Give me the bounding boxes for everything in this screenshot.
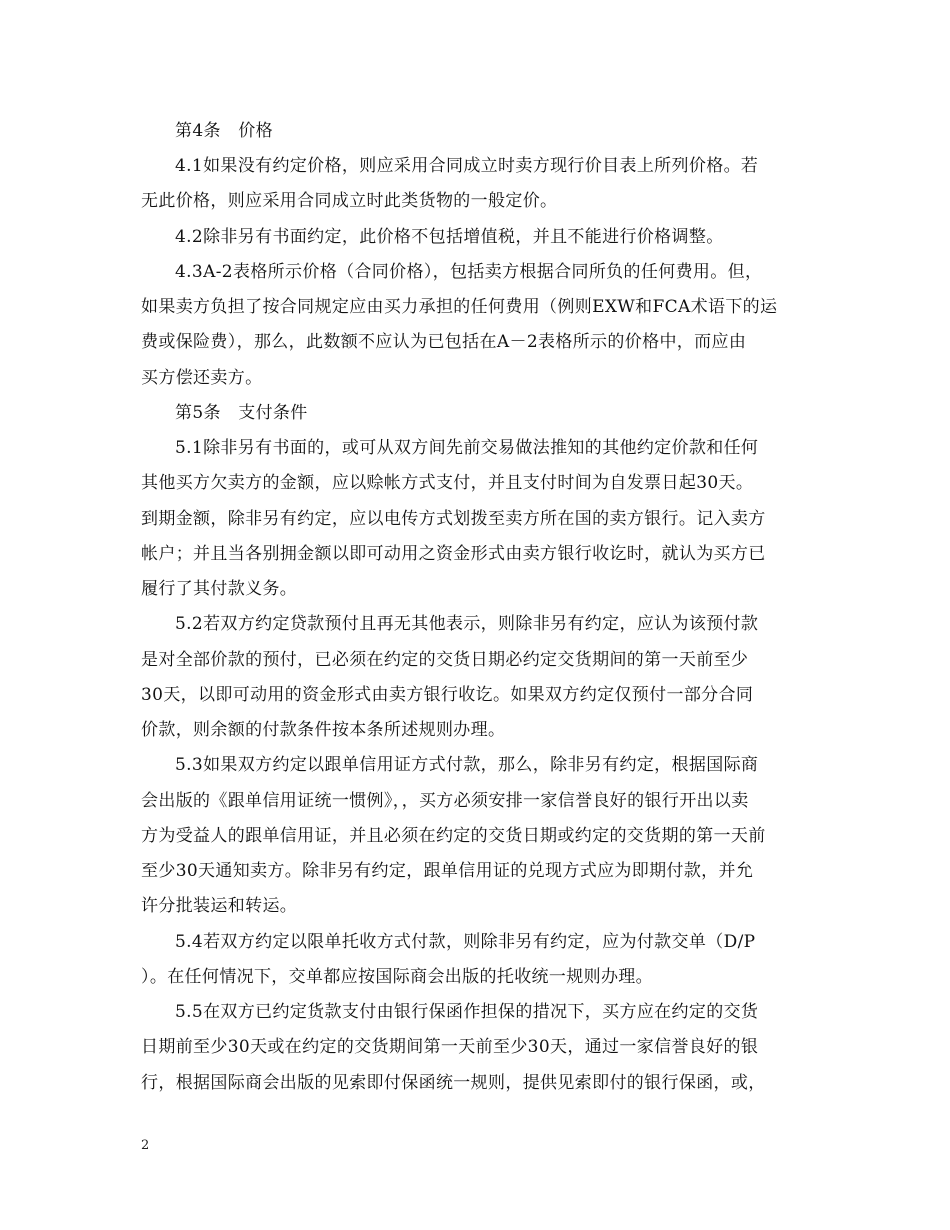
text-line: 5.5在双方已约定货款支付由银行保函作担保的措况下，买方应在约定的交货 <box>175 1002 759 1022</box>
page-number: 2 <box>141 1138 150 1153</box>
text-line: 费或保险费），那么，此数额不应认为已包括在A－2表格所示的价格中，而应由 <box>141 332 747 352</box>
text-line: 4.2除非另有书面约定，此价格不包括增值税，并且不能进行价格调整。 <box>175 227 724 247</box>
text-line: 价款，则余额的付款条件按本条所述规则办理。 <box>141 720 506 740</box>
text-line: 无此价格，则应采用合同成立时此类货物的一般定价。 <box>141 191 558 211</box>
text-line: 履行了其付款义务。 <box>141 579 298 599</box>
text-line: 到期金额，除非另有约定，应以电传方式划拨至卖方所在国的卖方银行。记入卖方 <box>141 509 766 529</box>
text-line: 4.3A-2表格所示价格（合同价格），包括卖方根据合同所负的任何费用。但， <box>175 262 763 282</box>
text-line: 方为受益人的跟单信用证，并且必须在约定的交货日期或约定的交货期的第一天前 <box>141 826 766 846</box>
text-line: 5.1除非另有书面的，或可从双方间先前交易做法推知的其他约定价款和任何 <box>175 438 759 458</box>
text-line: 买方偿还卖方。 <box>141 368 263 388</box>
text-line: 帐户；并且当各别拥金额以即可动用之资金形式由卖方银行收讫时，就认为买方已 <box>141 544 766 564</box>
text-line: 行，根据国际商会出版的见索即付保函统一规则，提供见索即付的银行保函，或， <box>141 1073 766 1093</box>
text-line: 4.1如果没有约定价格，则应采用合同成立时卖方现行价目表上所列价格。若 <box>175 156 759 176</box>
text-line: 会出版的《跟单信用证统一惯例》，，买方必须安排一家信誉良好的银行开出以卖 <box>141 791 749 811</box>
text-line: 是对全部价款的预付，已必须在约定的交货日期必约定交货期间的第一天前至少 <box>141 650 749 670</box>
section-heading: 第4条 价格 <box>175 121 273 141</box>
text-line: 日期前至少30天或在约定的交货期间第一天前至少30天，通过一家信誉良好的银 <box>141 1037 759 1057</box>
text-line: 5.3如果双方约定以跟单信用证方式付款，那么，除非另有约定，根据国际商 <box>175 755 759 775</box>
text-line: ）。在任何情况下，交单都应按国际商会出版的托收统一规则办理。 <box>141 967 653 987</box>
text-line: 许分批装运和转运。 <box>141 896 298 916</box>
text-line: 至少30天通知卖方。除非另有约定，跟单信用证的兑现方式应为即期付款，并允 <box>141 861 754 881</box>
text-line: 5.2若双方约定贷款预付且再无其他表示，则除非另有约定，应认为该预付款 <box>175 614 759 634</box>
text-line: 如果卖方负担了按合同规定应由买力承担的任何费用（例则EXW和FCA术语下的运 <box>141 297 778 317</box>
text-line: 其他买方欠卖方的金额，应以赊帐方式支付，并且支付时间为自发票日起30天。 <box>141 473 754 493</box>
text-line: 5.4若双方约定以限单托收方式付款，则除非另有约定，应为付款交单（D/P <box>175 932 756 952</box>
text-line: 30天，以即可动用的资金形式由卖方银行收讫。如果双方约定仅预付一部分合同 <box>141 685 754 705</box>
section-heading: 第5条 支付条件 <box>175 403 308 423</box>
